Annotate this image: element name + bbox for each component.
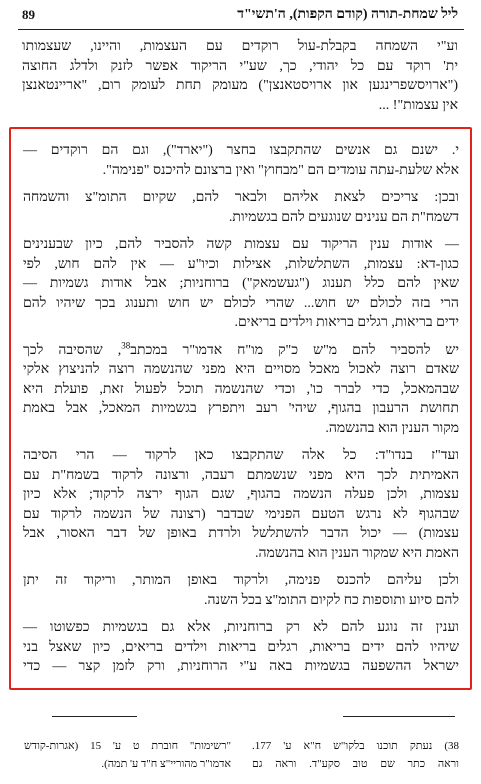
- footnote-line: אדמו"ר מהוריי"צ ח"ד ע' תמה).: [101, 758, 231, 770]
- footnote-separator-right: [343, 716, 455, 717]
- text-line: וענין זה נוגע להם לא רק ברוחניות, אלא גם בגשמיות כפשוטו —: [23, 620, 459, 635]
- footnote-column-left: [24, 737, 231, 773]
- text-line: הרי בזה לכולם יש חוש... שהרי לכולם יש חוש ותענוג בכך שיהיו להם: [23, 295, 459, 311]
- line-text: יש להסביר להם מ"ש כ"ק מו"ח אדמו"ר במכתב: [130, 342, 460, 358]
- text-line: אין עצמות"! ...: [378, 97, 458, 113]
- footnote-column-right: [252, 737, 459, 773]
- paragraph: [23, 341, 459, 439]
- text-line: עצמות) — יכול הדבר להשתלשל ולרדת באופן של דבר האסור, אבל: [23, 526, 459, 541]
- text-line: מקור הענין הוא בהנשמה.: [325, 420, 459, 436]
- text-line: וע"י השמחה בקבלת-עול רוקדים עם העצמות, והיינו, שעצמותו: [22, 39, 458, 54]
- text-line: האמיתית לכך היא מפני שנשמתם רעבה, ורצונה לרקוד בשמח"ת עם: [23, 467, 459, 483]
- intro-paragraph: [22, 37, 458, 115]
- footnote-line: וראה כתר שם טוב סקע"ד. וראה גם: [252, 758, 459, 770]
- text-line: להם סיוע ותוספות כח לקיום התומ"צ בכל השנה.: [204, 592, 459, 608]
- text-line: ית' רוקד עם כל יהודי, כך, שע"י הריקוד אפשר לזנק ולדלג החוצה: [22, 58, 458, 74]
- text-line: שבהמאכל, כדי לברר כו', וכדי שהנשמה תוכל לפעול זאת, פועלת היא: [23, 381, 459, 397]
- text-line: שאדם רוצה לאכול מאכל מסויים היא מפני שהנשמה רוצה להניצוץ אלקי: [23, 362, 459, 377]
- text-line: ולכן עליהם להכנס פנימה, ולרקוד באופן המותר, וריקוד זה יתן: [23, 573, 459, 588]
- paragraph: [23, 618, 459, 677]
- text-line: האמת היא שמקור הענין הוא בהנשמה.: [255, 545, 459, 561]
- text-line: ("ארויסשפרינגען און ארויסטאנצן") מעומק תחת לעומק רום, "אריינטאנצן: [22, 78, 458, 93]
- text-line: ידים בריאות, רגלים בריאות וילדים בריאים.: [234, 315, 459, 330]
- paragraph: [23, 235, 459, 333]
- running-head-title: ליל שמחת-תורה (קודם הקפות), ה'תשי"ד: [237, 7, 458, 22]
- text-line: — אודות ענין הריקוד עם עצמות קשה להסביר להם, כיון שבענינים: [23, 237, 459, 252]
- paragraph: [23, 188, 459, 227]
- text-line: כגון-דא: עצמות, השתלשלות, אצילות וכיו"ע — אין להם חוש, לפי: [23, 256, 459, 272]
- text-line: שבהגוף לא נרגש הטעם הפנימי שבדבר (רצונה של הנשמה לרקוד עם: [23, 506, 459, 522]
- highlighted-section: [23, 141, 459, 677]
- text-line: תחושת הרעבון בהגוף, שיהי' רעב ויתפרץ בגשמיות המאכל, אבל באמת: [23, 401, 459, 416]
- footnote-reference: 38: [121, 339, 131, 350]
- paragraph: [23, 571, 459, 610]
- paragraph: [23, 446, 459, 563]
- line-text: , שהסיבה לכך: [23, 342, 122, 358]
- text-line: דשמח"ת הם ענינים שנוגעים להם בגשמיות.: [228, 209, 459, 225]
- paragraph-section-10: [23, 141, 459, 180]
- footnote-separator-left: [52, 716, 137, 717]
- text-line: שאין להם כלל תענוג ("געשמאק") ברוחניות; אבל אודות גשמיות —: [23, 276, 459, 291]
- header-rule: [18, 29, 464, 30]
- text-line: ובכן: צריכים לצאת אליהם ולבאר להם, שקיום התומ"צ והשמחה: [23, 190, 459, 205]
- text-line: אלא שלעת-עתה עומדים הם "מבחוץ" ואין ברצונם להיכנס "פנימה".: [102, 162, 459, 178]
- text-line: ישראל ההשפעה בגשמיות באה ע"י הרוחניות, ורק לזמן קצר — כדי: [23, 659, 459, 674]
- text-line: שיהיו להם ידים בריאות, רגלים בריאות וילדים בריאים, כיון שאצל בני: [23, 639, 459, 655]
- footnote-line: "רשימות" חוברת ט ע' 15 (אגרות-קודש: [24, 740, 231, 752]
- text-line: י. ישנם גם אנשים שהתקבצו בחצר ("יארד"), וגם הם רוקדים —: [23, 143, 459, 158]
- text-line: [23, 341, 459, 361]
- footnote-line: 38) נעתק תוכנו בלקו"ש ח"א ע' 177.: [252, 740, 459, 752]
- text-line: עצמות, ולכן פעלה הנשמה בהגוף, שגם הגוף ירצה לרקוד; אלא כיון: [23, 487, 459, 502]
- page-number: 89: [22, 7, 35, 22]
- text-line: ועד"ז בנדו"ד: כל אלה שהתקבצו כאן לרקוד — הרי הסיבה: [23, 448, 459, 463]
